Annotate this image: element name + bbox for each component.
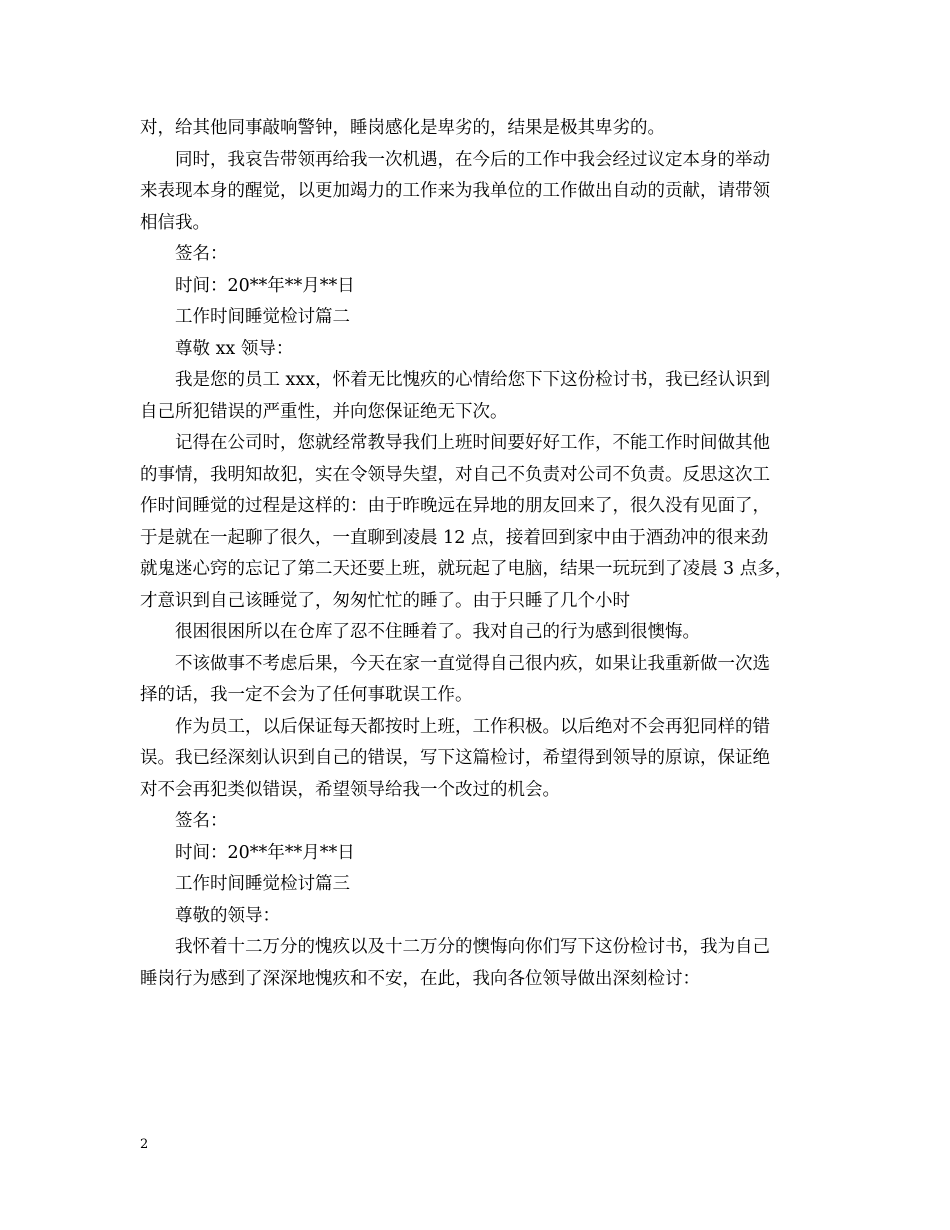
text-line: 相信我。 [140, 212, 210, 233]
text-line: 签名： [175, 811, 228, 831]
text-line: 作时间睡觉的过程是这样的：由于昨晚远在异地的朋友回来了，很久没有见面了， [140, 496, 770, 516]
text-line: 记得在公司时，您就经常教导我们上班时间要好好工作，不能工作时间做其他 [175, 433, 770, 453]
text-line: 的事情，我明知故犯，实在令领导失望，对自己不负责对公司不负责。反思这次工 [140, 464, 770, 485]
text-line: 才意识到自己该睡觉了，匆匆忙忙的睡了。由于只睡了几个小时 [140, 590, 630, 611]
text-line: 同时，我哀告带领再给我一次机遇，在今后的工作中我会经过议定本身的举动 [175, 149, 770, 170]
text-line: 对不会再犯类似错误，希望领导给我一个改过的机会。 [140, 779, 560, 800]
text-line: 择的话，我一定不会为了任何事耽误工作。 [140, 685, 473, 705]
text-line: 时间：20**年**月**日 [175, 275, 355, 296]
text-line: 我是您的员工 xxx，怀着无比愧疚的心情给您下下这份检讨书，我已经认识到 [175, 370, 771, 390]
text-line: 对，给其他同事敲响警钟，睡岗感化是卑劣的，结果是极其卑劣的。 [140, 118, 665, 138]
text-line: 来表现本身的醒觉，以更加竭力的工作来为我单位的工作做出自动的贡献，请带领 [140, 181, 770, 201]
text-line: 工作时间睡觉检讨篇二 [175, 307, 350, 327]
text-line: 尊敬的领导： [175, 905, 280, 926]
text-line: 签名： [175, 244, 228, 264]
text-line: 我怀着十二万分的愧疚以及十二万分的懊悔向你们写下这份检讨书，我为自己 [175, 937, 770, 957]
text-line: 很困很困所以在仓库了忍不住睡着了。我对自己的行为感到很懊悔。 [175, 622, 700, 642]
text-line: 尊敬 xx 领导： [175, 338, 294, 359]
text-line: 误。我已经深刻认识到自己的错误，写下这篇检讨，希望得到领导的原谅，保证绝 [140, 748, 770, 768]
text-line: 于是就在一起聊了很久，一直聊到凌晨 12 点，接着回到家中由于酒劲冲的很来劲 [140, 527, 769, 548]
text-line: 工作时间睡觉检讨篇三 [175, 874, 350, 894]
text-line: 不该做事不考虑后果，今天在家一直觉得自己很内疚，如果让我重新做一次选 [175, 653, 770, 674]
text-line: 作为员工，以后保证每天都按时上班，工作积极。以后绝对不会再犯同样的错 [175, 716, 770, 737]
document-body [140, 113, 828, 995]
text-line: 时间：20**年**月**日 [175, 842, 355, 863]
page-number: 2 [140, 1137, 149, 1152]
text-line: 自己所犯错误的严重性，并向您保证绝无下次。 [140, 401, 508, 422]
text-line: 睡岗行为感到了深深地愧疚和不安，在此，我向各位领导做出深刻检讨： [140, 968, 700, 989]
text-line: 就鬼迷心窍的忘记了第二天还要上班，就玩起了电脑，结果一玩玩到了凌晨 3 点多， [140, 559, 793, 579]
